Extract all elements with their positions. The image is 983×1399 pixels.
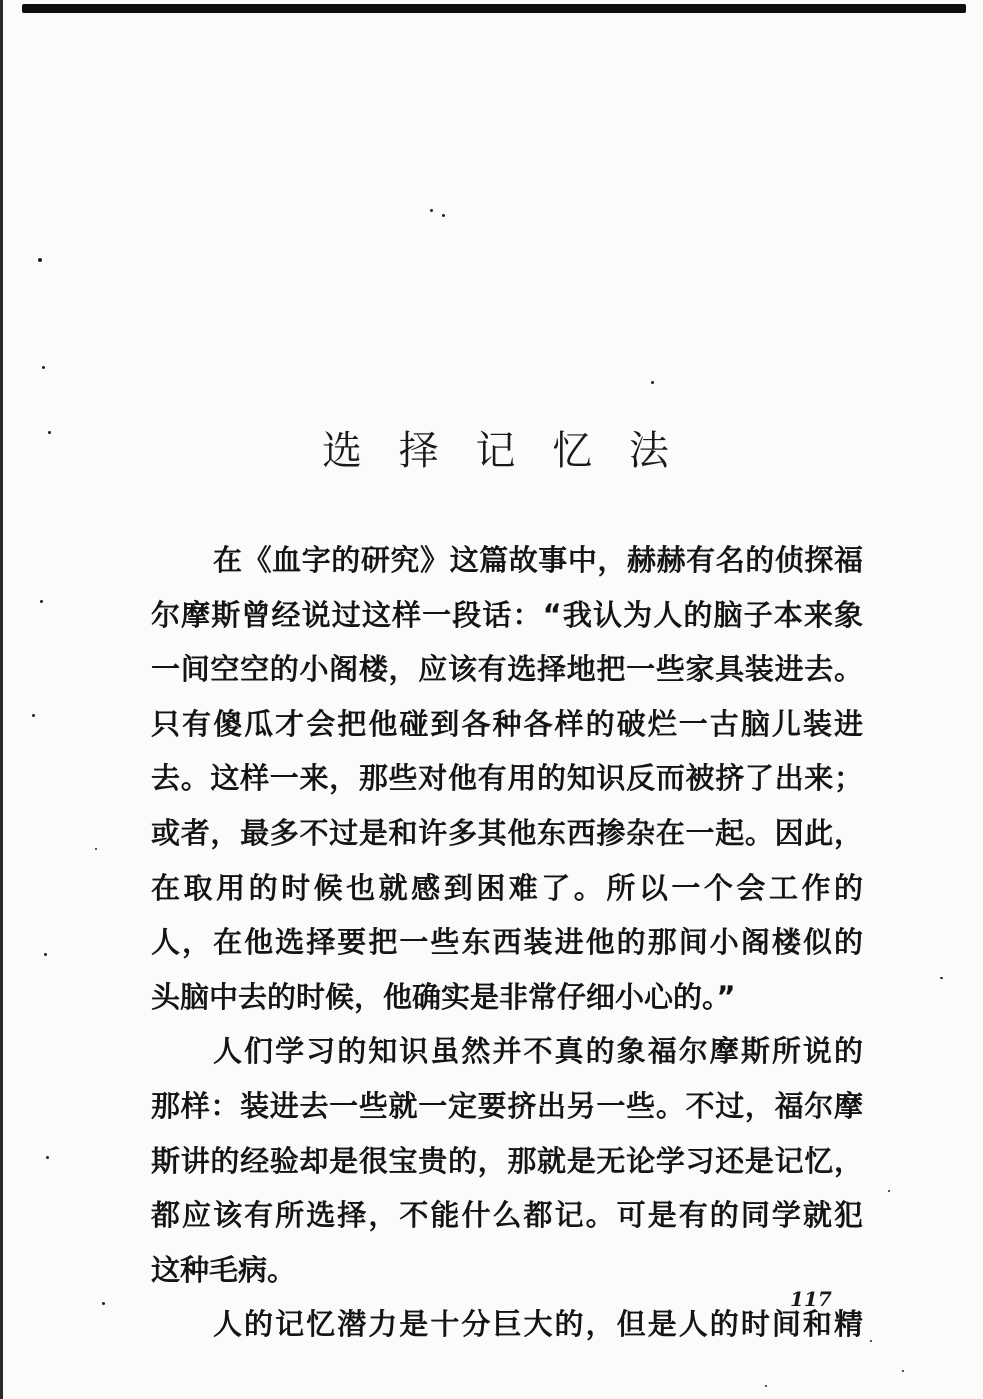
scan-speck [40, 600, 43, 603]
scan-speck [902, 1370, 904, 1372]
scan-speck [442, 214, 445, 217]
page-number: 117 [790, 1287, 832, 1311]
text-line: 去。这样一来，那些对他有用的知识反而被挤了出来； [151, 761, 863, 796]
scan-speck [95, 848, 97, 850]
scan-speck [32, 714, 35, 717]
text-line: 或者，最多不过是和许多其他东西掺杂在一起。因此， [151, 815, 863, 850]
scan-speck [870, 1340, 872, 1342]
text-line: 人，在他选择要把一些东西装进他的那间小阁楼似的 [151, 925, 863, 960]
text-line: 斯讲的经验却是很宝贵的，那就是无论学习还是记忆， [151, 1143, 863, 1178]
text-line: 只有傻瓜才会把他碰到各种各样的破烂一古脑儿装进 [151, 706, 863, 741]
scan-left-edge [0, 0, 3, 1399]
scan-speck [940, 977, 943, 979]
paragraph-2 [151, 1024, 863, 1297]
text-line: 这种毛病。 [151, 1252, 297, 1287]
scan-speck [430, 209, 433, 212]
scan-speck [651, 381, 654, 384]
body-text [151, 533, 863, 1352]
scan-speck [765, 1385, 767, 1387]
text-line: 一间空空的小阁楼，应该有选择地把一些家具装进去。 [151, 652, 863, 687]
text-line: 头脑中去的时候，他确实是非常仔细小心的。” [151, 979, 736, 1014]
text-line: 在《血字的研究》这篇故事中，赫赫有名的侦探福 [213, 543, 863, 577]
text-line: 人的记忆潜力是十分巨大的，但是人的时间和精 [213, 1307, 863, 1342]
paragraph-3 [151, 1297, 863, 1352]
text-line: 在取用的时候也就感到困难了。所以一个会工作的 [151, 870, 863, 905]
scan-speck [888, 1190, 890, 1192]
scan-speck [46, 1156, 49, 1159]
text-line: 那样：装进去一些就一定要挤出另一些。不过，福尔摩 [151, 1088, 863, 1123]
text-line: 尔摩斯曾经说过这样一段话：“我认为人的脑子本来象 [151, 597, 863, 632]
chapter-title: 选 择 记 忆 法 [322, 427, 681, 474]
top-rule [22, 4, 966, 13]
scan-speck [42, 366, 45, 369]
scan-speck [38, 258, 42, 262]
scan-speck [102, 1302, 105, 1305]
scan-speck [44, 953, 47, 956]
text-line: 都应该有所选择，不能什么都记。可是有的同学就犯 [151, 1198, 863, 1233]
text-line: 人们学习的知识虽然并不真的象福尔摩斯所说的 [213, 1034, 863, 1069]
paragraph-1 [151, 533, 863, 1024]
